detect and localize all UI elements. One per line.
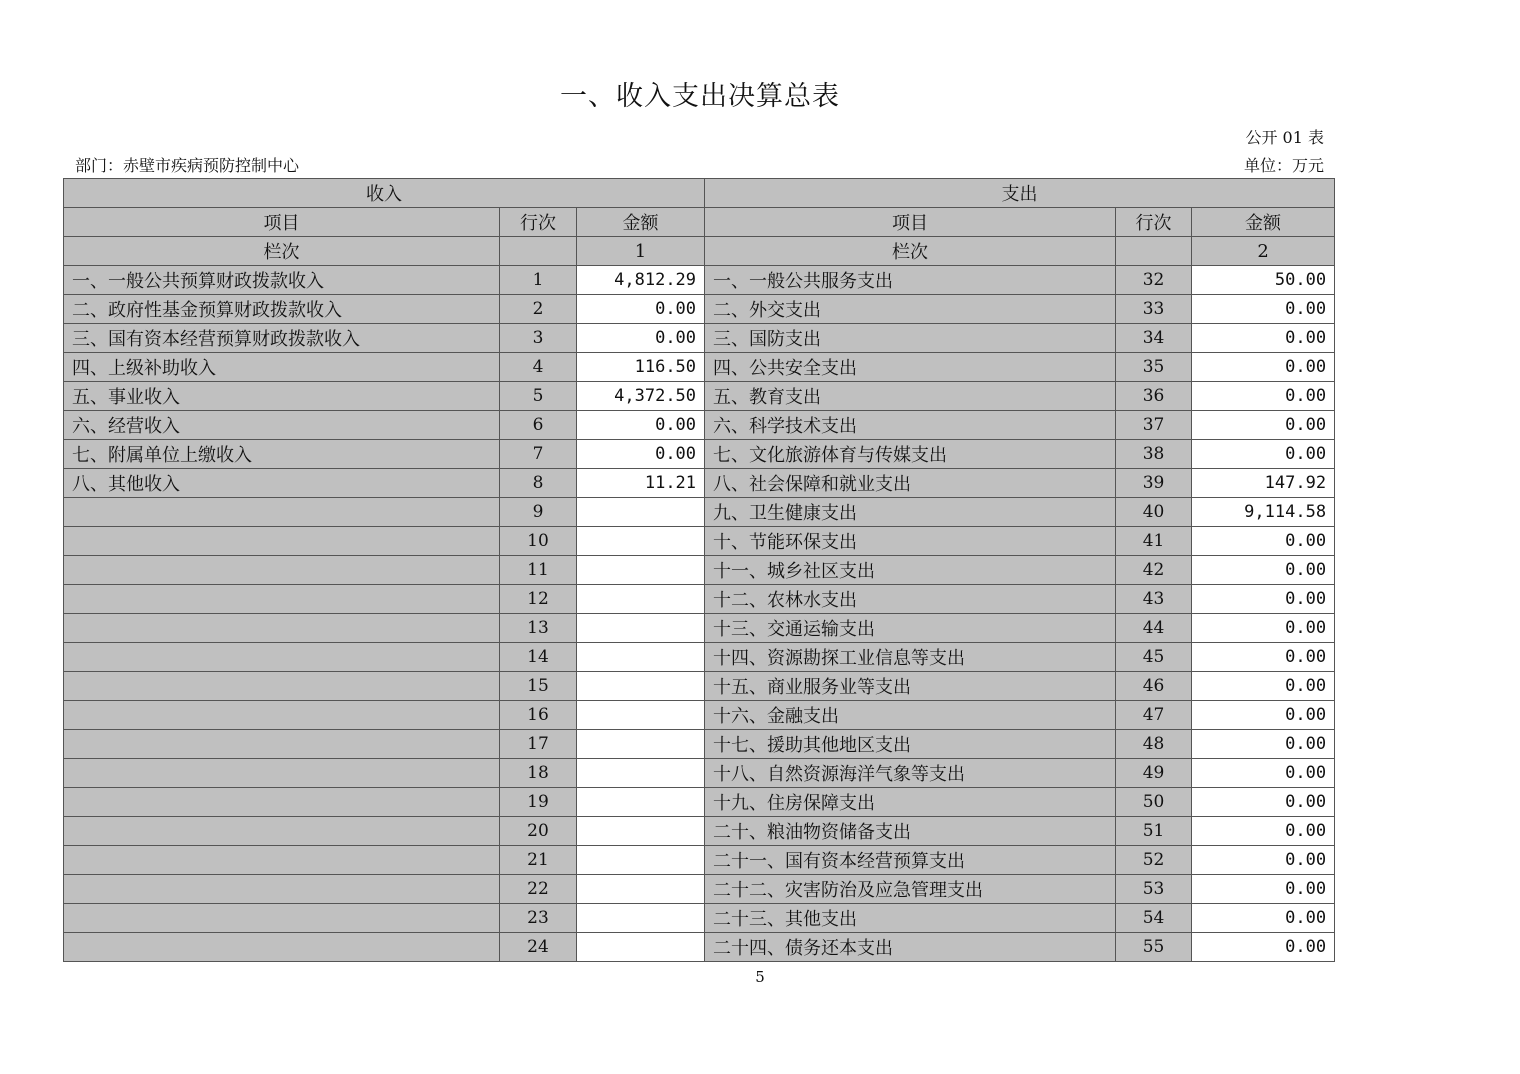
expense-line-cell: 38	[1116, 440, 1192, 469]
income-line-cell: 7	[500, 440, 577, 469]
income-column-label: 栏次	[64, 237, 500, 266]
income-line-cell: 6	[500, 411, 577, 440]
expense-amount-cell: 0.00	[1192, 382, 1335, 411]
page-title: 一、收入支出决算总表	[560, 81, 840, 112]
income-item-cell: 三、国有资本经营预算财政拨款收入	[64, 324, 500, 353]
income-amount-cell	[577, 817, 705, 846]
income-item-cell: 七、附属单位上缴收入	[64, 440, 500, 469]
income-item-cell	[64, 527, 500, 556]
expense-amount-cell: 0.00	[1192, 701, 1335, 730]
expense-amount-cell: 0.00	[1192, 730, 1335, 759]
expense-item-cell: 七、文化旅游体育与传媒支出	[705, 440, 1116, 469]
income-line-cell: 14	[500, 643, 577, 672]
expense-line-blank	[1116, 237, 1192, 266]
income-line-cell: 21	[500, 846, 577, 875]
income-line-cell: 18	[500, 759, 577, 788]
expense-amount-cell: 0.00	[1192, 759, 1335, 788]
income-item-cell	[64, 701, 500, 730]
column-header-row	[64, 208, 1335, 237]
income-amount-cell: 0.00	[577, 295, 705, 324]
table-row	[64, 382, 1335, 411]
expense-item-cell: 十、节能环保支出	[705, 527, 1116, 556]
unit-label: 单位：万元	[1243, 156, 1324, 175]
income-line-cell: 8	[500, 469, 577, 498]
expense-line-cell: 45	[1116, 643, 1192, 672]
expense-line-cell: 35	[1116, 353, 1192, 382]
income-item-cell	[64, 933, 500, 962]
expense-item-cell: 十八、自然资源海洋气象等支出	[705, 759, 1116, 788]
expense-line-header: 行次	[1116, 208, 1192, 237]
table-row	[64, 643, 1335, 672]
expense-line-cell: 41	[1116, 527, 1192, 556]
income-header: 收入	[64, 179, 705, 208]
expense-line-cell: 54	[1116, 904, 1192, 933]
expense-amount-cell: 0.00	[1192, 556, 1335, 585]
expense-item-cell: 一、一般公共服务支出	[705, 266, 1116, 295]
income-line-cell: 16	[500, 701, 577, 730]
income-line-cell: 13	[500, 614, 577, 643]
expense-column-label: 栏次	[705, 237, 1116, 266]
income-item-cell	[64, 556, 500, 585]
expense-amount-cell: 0.00	[1192, 788, 1335, 817]
page-number: 5	[755, 968, 765, 986]
expense-item-cell: 二十、粮油物资储备支出	[705, 817, 1116, 846]
department-label: 部门：赤壁市疾病预防控制中心	[75, 156, 300, 175]
expense-line-cell: 37	[1116, 411, 1192, 440]
expense-line-cell: 47	[1116, 701, 1192, 730]
form-number: 公开 01 表	[1245, 128, 1324, 147]
income-amount-cell	[577, 527, 705, 556]
income-amount-cell	[577, 614, 705, 643]
expense-line-cell: 40	[1116, 498, 1192, 527]
table-row	[64, 614, 1335, 643]
table-row	[64, 759, 1335, 788]
expense-item-cell: 二十二、灾害防治及应急管理支出	[705, 875, 1116, 904]
income-item-cell	[64, 672, 500, 701]
expense-line-cell: 43	[1116, 585, 1192, 614]
table-row	[64, 585, 1335, 614]
income-line-cell: 12	[500, 585, 577, 614]
table-row	[64, 498, 1335, 527]
income-item-cell	[64, 846, 500, 875]
income-amount-cell: 11.21	[577, 469, 705, 498]
income-line-header: 行次	[500, 208, 577, 237]
income-amount-cell	[577, 556, 705, 585]
income-line-cell: 10	[500, 527, 577, 556]
expense-line-cell: 49	[1116, 759, 1192, 788]
table-row	[64, 875, 1335, 904]
income-amount-cell: 0.00	[577, 411, 705, 440]
income-item-cell	[64, 585, 500, 614]
expense-item-cell: 十二、农林水支出	[705, 585, 1116, 614]
income-amount-cell	[577, 643, 705, 672]
income-amount-cell	[577, 875, 705, 904]
table-row	[64, 933, 1335, 962]
expense-column-number: 2	[1192, 237, 1335, 266]
expense-line-cell: 39	[1116, 469, 1192, 498]
expense-item-cell: 十九、住房保障支出	[705, 788, 1116, 817]
expense-amount-cell: 0.00	[1192, 846, 1335, 875]
table-row	[64, 353, 1335, 382]
income-item-cell	[64, 498, 500, 527]
income-line-cell: 15	[500, 672, 577, 701]
income-amount-cell	[577, 585, 705, 614]
income-line-cell: 5	[500, 382, 577, 411]
expense-item-cell: 十一、城乡社区支出	[705, 556, 1116, 585]
section-header-row	[64, 179, 1335, 208]
table-row	[64, 295, 1335, 324]
table-row	[64, 266, 1335, 295]
income-item-cell: 八、其他收入	[64, 469, 500, 498]
income-item-cell	[64, 643, 500, 672]
expense-line-cell: 33	[1116, 295, 1192, 324]
income-line-cell: 3	[500, 324, 577, 353]
expense-line-cell: 34	[1116, 324, 1192, 353]
income-item-cell	[64, 614, 500, 643]
table-row	[64, 527, 1335, 556]
expense-line-cell: 46	[1116, 672, 1192, 701]
expense-amount-cell: 0.00	[1192, 440, 1335, 469]
income-line-cell: 1	[500, 266, 577, 295]
expense-line-cell: 50	[1116, 788, 1192, 817]
income-amount-cell: 116.50	[577, 353, 705, 382]
expense-amount-cell: 0.00	[1192, 353, 1335, 382]
expense-amount-cell: 0.00	[1192, 672, 1335, 701]
expense-amount-cell: 0.00	[1192, 817, 1335, 846]
table-row	[64, 846, 1335, 875]
income-item-cell: 二、政府性基金预算财政拨款收入	[64, 295, 500, 324]
income-item-cell: 四、上级补助收入	[64, 353, 500, 382]
income-amount-cell: 0.00	[577, 324, 705, 353]
income-line-cell: 19	[500, 788, 577, 817]
table-row	[64, 324, 1335, 353]
expense-amount-header: 金额	[1192, 208, 1335, 237]
expense-header: 支出	[705, 179, 1335, 208]
income-line-cell: 20	[500, 817, 577, 846]
expense-line-cell: 32	[1116, 266, 1192, 295]
expense-item-cell: 六、科学技术支出	[705, 411, 1116, 440]
expense-item-cell: 二十四、债务还本支出	[705, 933, 1116, 962]
income-amount-cell: 0.00	[577, 440, 705, 469]
income-amount-header: 金额	[577, 208, 705, 237]
income-amount-cell	[577, 788, 705, 817]
expense-amount-cell: 0.00	[1192, 411, 1335, 440]
income-amount-cell	[577, 904, 705, 933]
income-item-cell: 一、一般公共预算财政拨款收入	[64, 266, 500, 295]
expense-line-cell: 55	[1116, 933, 1192, 962]
income-line-cell: 17	[500, 730, 577, 759]
expense-amount-cell: 0.00	[1192, 933, 1335, 962]
income-amount-cell	[577, 730, 705, 759]
income-item-cell: 六、经营收入	[64, 411, 500, 440]
income-line-cell: 22	[500, 875, 577, 904]
income-item-cell	[64, 875, 500, 904]
income-line-cell: 2	[500, 295, 577, 324]
column-index-row	[64, 237, 1335, 266]
income-line-cell: 23	[500, 904, 577, 933]
expense-amount-cell: 0.00	[1192, 527, 1335, 556]
income-column-number: 1	[577, 237, 705, 266]
expense-line-cell: 51	[1116, 817, 1192, 846]
income-amount-cell	[577, 672, 705, 701]
income-amount-cell	[577, 846, 705, 875]
income-item-cell	[64, 788, 500, 817]
income-item-cell: 五、事业收入	[64, 382, 500, 411]
expense-amount-cell: 0.00	[1192, 324, 1335, 353]
income-item-cell	[64, 759, 500, 788]
income-item-cell	[64, 904, 500, 933]
expense-amount-cell: 0.00	[1192, 614, 1335, 643]
expense-amount-cell: 50.00	[1192, 266, 1335, 295]
income-line-blank	[500, 237, 577, 266]
expense-amount-cell: 147.92	[1192, 469, 1335, 498]
expense-line-cell: 44	[1116, 614, 1192, 643]
expense-item-cell: 二十三、其他支出	[705, 904, 1116, 933]
income-item-cell	[64, 817, 500, 846]
expense-item-cell: 十五、商业服务业等支出	[705, 672, 1116, 701]
expense-amount-cell: 9,114.58	[1192, 498, 1335, 527]
expense-line-cell: 52	[1116, 846, 1192, 875]
expense-item-cell: 五、教育支出	[705, 382, 1116, 411]
income-amount-cell	[577, 759, 705, 788]
table-row	[64, 817, 1335, 846]
income-expense-table	[63, 178, 1335, 962]
expense-item-cell: 二、外交支出	[705, 295, 1116, 324]
expense-item-cell: 八、社会保障和就业支出	[705, 469, 1116, 498]
income-line-cell: 4	[500, 353, 577, 382]
table-row	[64, 788, 1335, 817]
income-item-header: 项目	[64, 208, 500, 237]
expense-item-cell: 三、国防支出	[705, 324, 1116, 353]
income-line-cell: 9	[500, 498, 577, 527]
table-row	[64, 411, 1335, 440]
expense-item-cell: 十四、资源勘探工业信息等支出	[705, 643, 1116, 672]
expense-amount-cell: 0.00	[1192, 904, 1335, 933]
expense-amount-cell: 0.00	[1192, 643, 1335, 672]
income-amount-cell	[577, 701, 705, 730]
expense-line-cell: 48	[1116, 730, 1192, 759]
expense-amount-cell: 0.00	[1192, 875, 1335, 904]
income-amount-cell: 4,812.29	[577, 266, 705, 295]
table-row	[64, 730, 1335, 759]
table-row	[64, 440, 1335, 469]
expense-line-cell: 42	[1116, 556, 1192, 585]
income-line-cell: 11	[500, 556, 577, 585]
expense-amount-cell: 0.00	[1192, 295, 1335, 324]
expense-item-cell: 十七、援助其他地区支出	[705, 730, 1116, 759]
income-amount-cell: 4,372.50	[577, 382, 705, 411]
income-amount-cell	[577, 933, 705, 962]
expense-line-cell: 36	[1116, 382, 1192, 411]
expense-item-cell: 十六、金融支出	[705, 701, 1116, 730]
expense-line-cell: 53	[1116, 875, 1192, 904]
table-row	[64, 672, 1335, 701]
income-line-cell: 24	[500, 933, 577, 962]
income-amount-cell	[577, 498, 705, 527]
expense-item-cell: 四、公共安全支出	[705, 353, 1116, 382]
income-item-cell	[64, 730, 500, 759]
expense-item-header: 项目	[705, 208, 1116, 237]
table-row	[64, 469, 1335, 498]
expense-item-cell: 九、卫生健康支出	[705, 498, 1116, 527]
expense-item-cell: 十三、交通运输支出	[705, 614, 1116, 643]
expense-amount-cell: 0.00	[1192, 585, 1335, 614]
table-row	[64, 904, 1335, 933]
table-row	[64, 701, 1335, 730]
expense-item-cell: 二十一、国有资本经营预算支出	[705, 846, 1116, 875]
table-row	[64, 556, 1335, 585]
